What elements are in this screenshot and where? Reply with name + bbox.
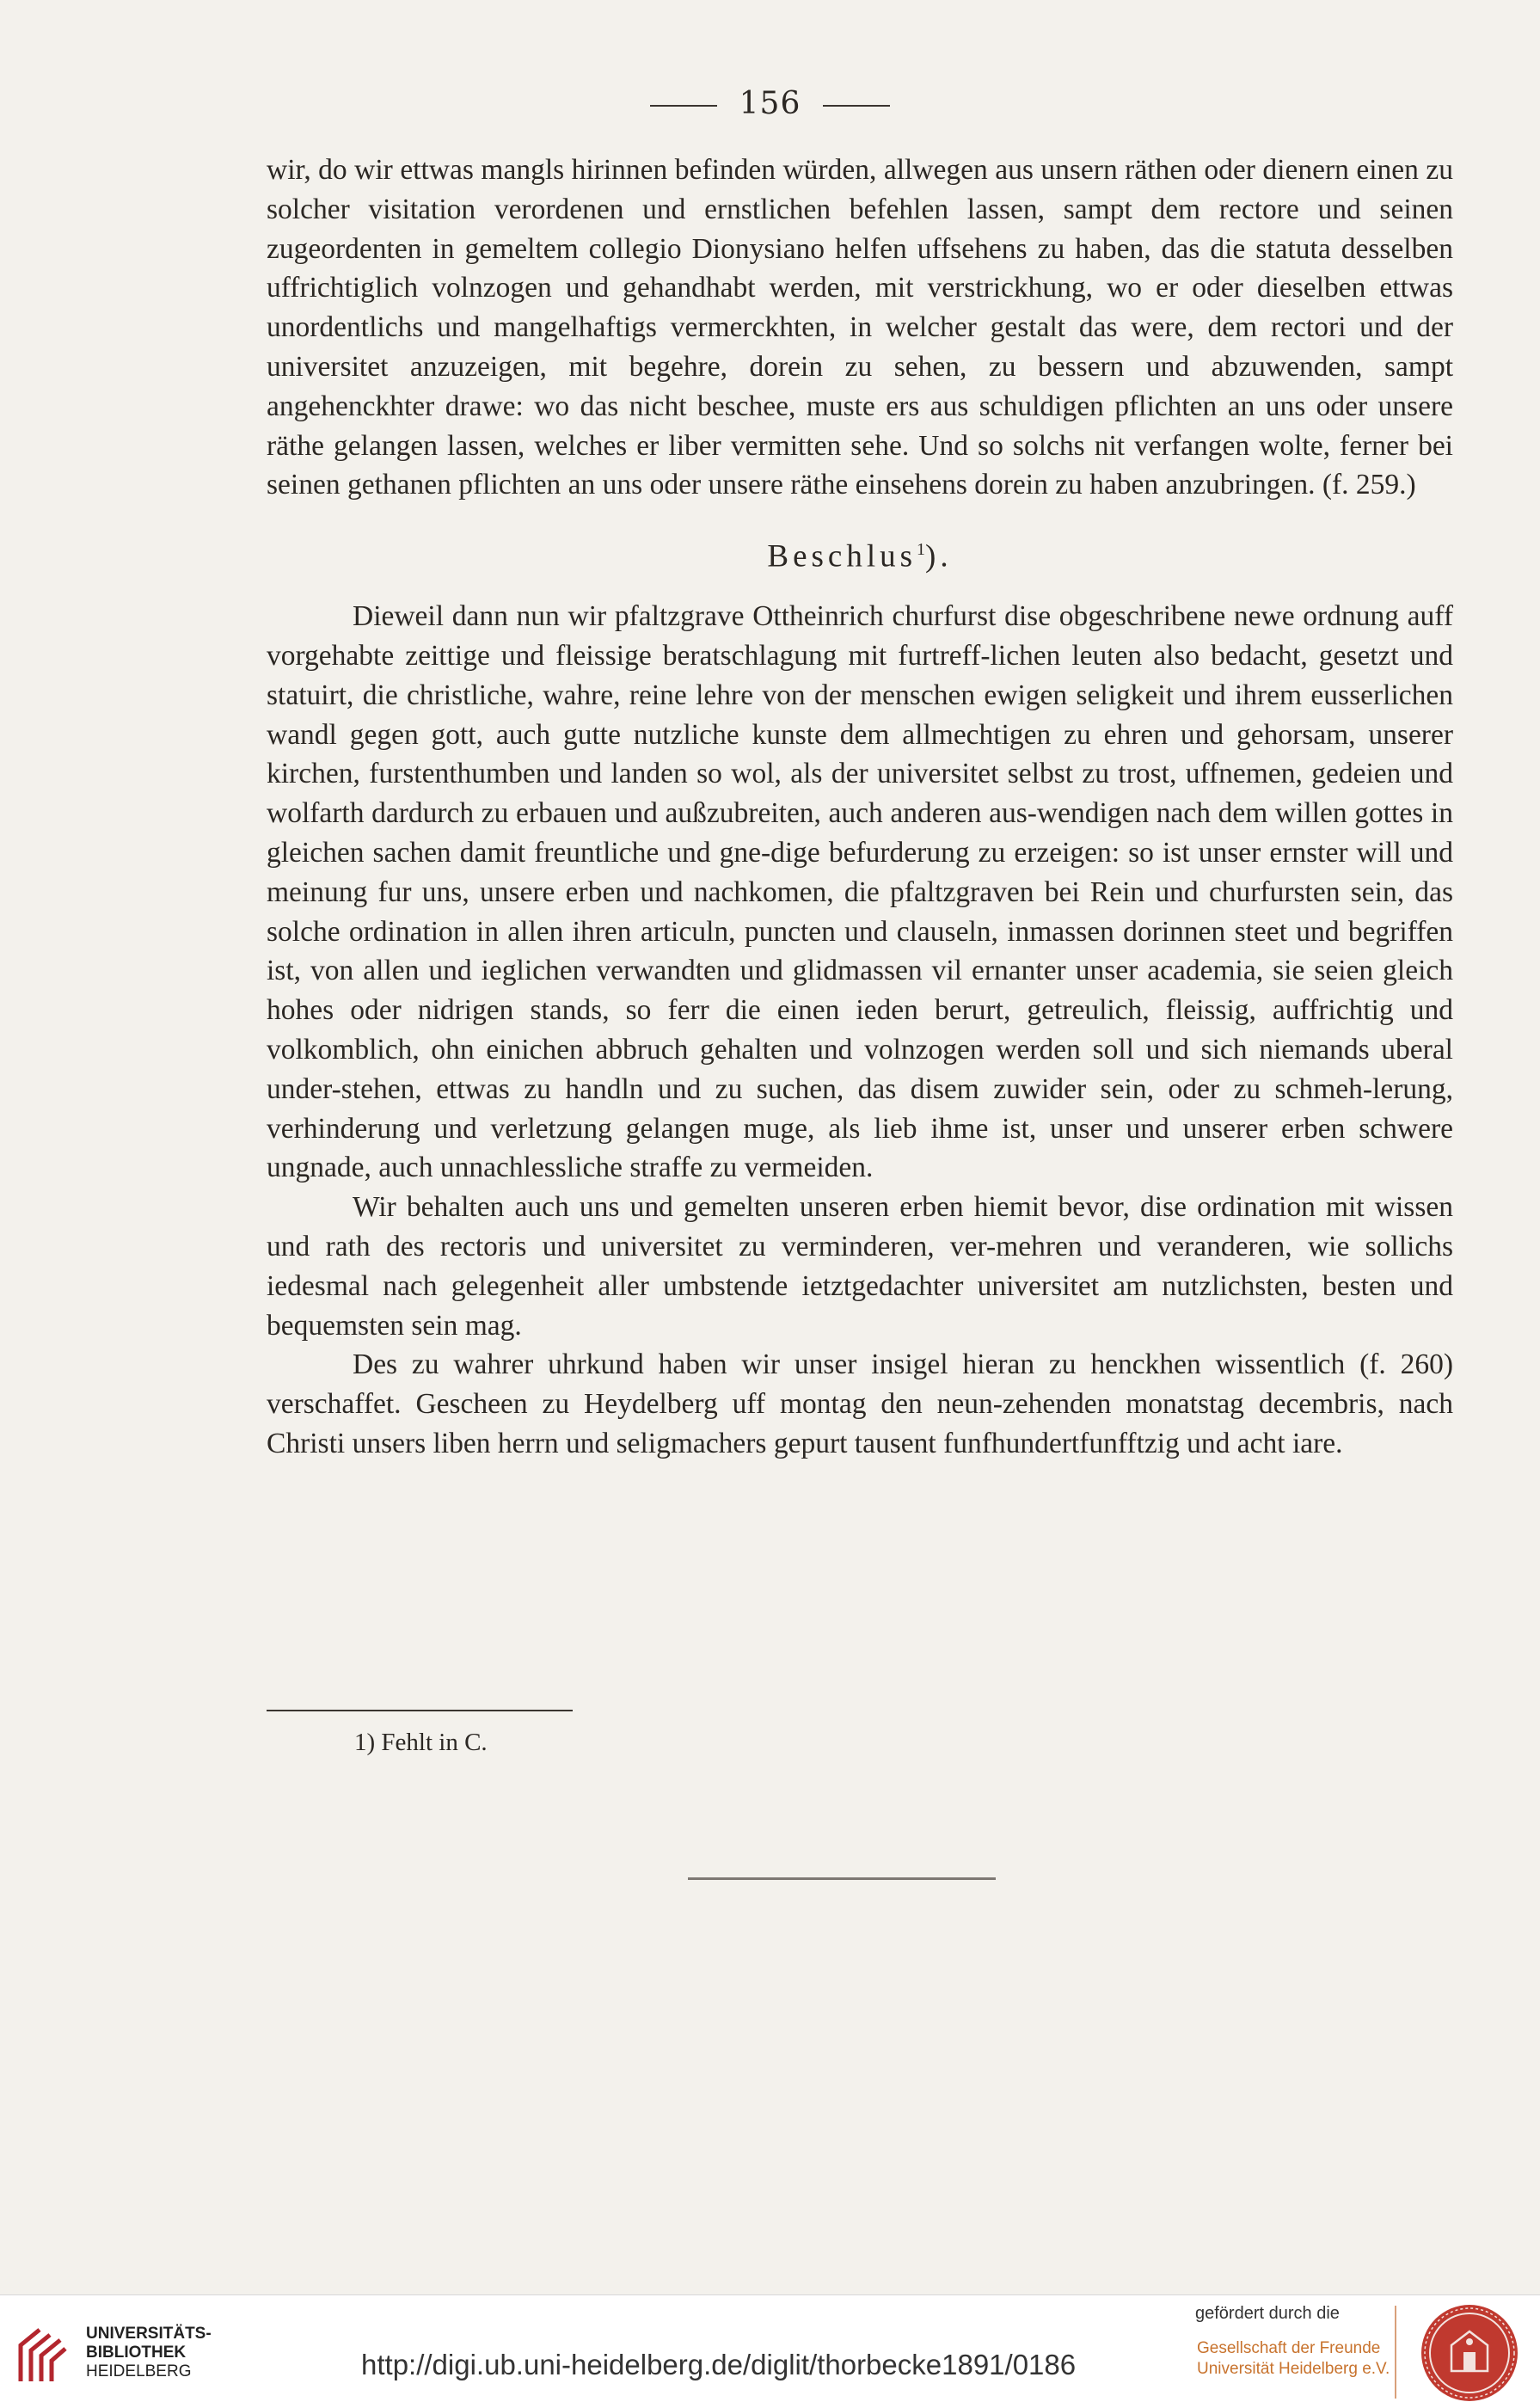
library-name-line3: HEIDELBERG xyxy=(86,2362,192,2380)
library-name[interactable] xyxy=(86,2325,212,2381)
library-logo-icon[interactable] xyxy=(12,2321,72,2390)
footnote-rule xyxy=(267,1710,573,1711)
end-rule xyxy=(688,1877,996,1880)
page-number-rule-left xyxy=(650,105,717,107)
paragraph: Des zu wahrer uhrkund haben wir unser insigel hieran zu henckhen wissentlich (f. 260) verschaffet. Gescheen zu Heydelberg uff montag den neun-zehenden monatstag decembris, nach Christi unsers liben herrn und seligmachers gepurt tausent funfhundertfunfftzig und acht iare. xyxy=(267,1348,1453,1460)
permalink-url[interactable]: http://digi.ub.uni-heidelberg.de/diglit/thorbecke1891/0186 xyxy=(361,2349,1077,2380)
library-name-line1: UNIVERSITÄTS- xyxy=(86,2325,212,2343)
library-name-line2: BIBLIOTHEK xyxy=(86,2344,187,2362)
university-seal-icon[interactable] xyxy=(1419,2302,1520,2404)
footer-divider xyxy=(1395,2306,1396,2399)
section-heading xyxy=(267,531,1453,576)
paragraph: Dieweil dann nun wir pfaltzgrave Ottheinrich churfurst dise obgeschribene newe ordnung auff vorgehabte zeittige und fleissige beratschlagung mit furtreff-lichen leuten also bedacht, gesetzt und statuirt, die christliche, wahre, reine lehre von der menschen ewigen seligkeit und ihrem eusserlichen wandl gegen gott, auch gutte nutzliche kunste dem allmechtigen zu ehren und gehorsam, unserer kirchen, furstenthumben und landen so wol, als der universitet selbst zu trost, uffnemen, gedeien und wolfarth dardurch zu erbauen und außzubreiten, auch anderen aus-wendigen nach dem willen gottes in gleichen sachen damit freuntliche und gne-dige befurderung zu erzeigen: so ist unser ernster will und meinung fur uns, unsere erben und nachkomen, die pfaltzgraven bei Rein und churfursten sein, das solche ordination in allen ihren articuln, puncten und clauseln, inmassen dorinnen steet und begriffen ist, von allen und ieglichen verwandten und glidmassen vil ernanter unser academia, sie seien gleich hohes oder nidrigen stands, so ferr die einen ieden berurt, getreulich, fleissig, auffrichtig und volkomblich, ohn einichen abbruch gehalten und volnzogen werden soll und sich niemands uberal under-stehen, ettwas zu handln und zu suchen, das disem zuwider sein, oder zu schmeh-lerung, verhinderung und verletzung gelangen muge, als lieb ihme ist, unser und unserer erben schwere ungnade, auch unnachlessliche straffe zu vermeiden. xyxy=(267,600,1453,1184)
page-number-line xyxy=(0,86,1540,121)
viewer-footer xyxy=(0,2294,1540,2408)
page-number-rule-right xyxy=(823,105,890,107)
footnote: 1) Fehlt in C. xyxy=(354,1729,488,1756)
heading-text: Beschlus xyxy=(767,538,917,574)
sponsor-name-line1: Gesellschaft der Freunde xyxy=(1197,2339,1381,2357)
heading-footnote-mark: 1 xyxy=(917,540,926,560)
paragraph: Wir behalten auch uns und gemelten unseren erben hiemit bevor, dise ordination mit wissen und rath des rectoris und universitet zu verminderen, ver-mehren und veranderen, wie sollichs iedesmal nach gelegenheit aller umbstende ietztgedachter universitet am nutzlichsten, besten und bequemsten sein mag. xyxy=(267,1191,1453,1342)
sponsor-name[interactable] xyxy=(1197,2338,1390,2380)
sponsor-label: gefördert durch die xyxy=(1195,2304,1340,2323)
paragraph-continuation: wir, do wir ettwas mangls hirinnen befinden würden, allwegen aus unsern räthen oder dienern einen zu solcher visitation verordenen und ernstlichen befehlen lassen, sampt dem rectore und seinen zugeordenten in gemeltem collegio Dionysiano helfen uffsehens zu haben, das die statuta desselben uffrichtiglich volnzogen und gehandhabt werden, mit verstrickhung, wo er oder dieselben ettwas unordentlichs und mangelhaftigs vermerckhten, in welcher gestalt das were, dem rectori und der universitet anzuzeigen, mit begehre, dorein zu sehen, zu bessern und abzuwenden, sampt angehenckhter drawe: wo das nicht beschee, muste ers aus schuldigen pflichten an uns oder unsere räthe gelangen lassen, welches er liber vermitten sehe. Und so solchs nit verfangen wolte, ferner bei seinen gethanen pflichten an uns oder unsere räthe einsehens dorein zu haben anzubringen. (f. 259.) xyxy=(267,154,1453,501)
sponsor-name-line2: Universität Heidelberg e.V. xyxy=(1197,2360,1390,2378)
body-text xyxy=(267,150,1453,1464)
heading-suffix: ). xyxy=(925,538,953,574)
page-number: 156 xyxy=(739,86,801,121)
